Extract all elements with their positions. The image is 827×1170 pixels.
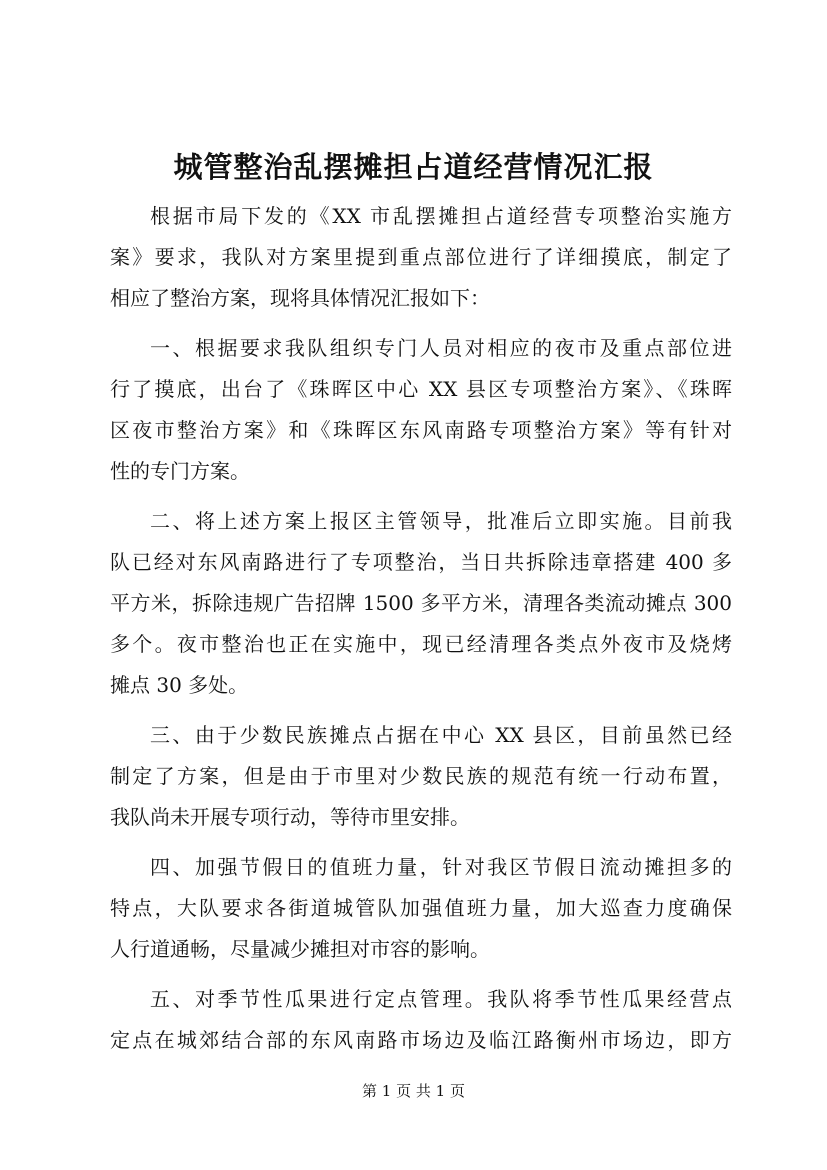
paragraph-line: 三、由于少数民族摊点占据在中心 XX 县区，目前虽然已经 <box>150 723 732 747</box>
document-title: 城管整治乱摆摊担占道经营情况汇报 <box>173 150 654 184</box>
paragraph-line: 多个。夜市整治也正在实施中，现已经清理各类点外夜市及烧烤 <box>110 632 732 656</box>
paragraph-line: 一、根据要求我队组织专门人员对相应的夜市及重点部位进 <box>150 336 732 360</box>
paragraph-line: 队已经对东风南路进行了专项整治，当日共拆除违章搭建 400 多 <box>110 550 732 574</box>
paragraph <box>110 979 732 1061</box>
paragraph-line: 行了摸底，出台了《珠晖区中心 XX 县区专项整治方案》、《珠晖 <box>110 377 732 401</box>
paragraph <box>110 328 732 492</box>
paragraph-line: 相应了整治方案，现将具体情况汇报如下： <box>110 286 490 310</box>
paragraph-line: 案》要求，我队对方案里提到重点部位进行了详细摸底，制定了 <box>110 245 732 269</box>
paragraph-line: 平方米，拆除违规广告招牌 1500 多平方米，清理各类流动摊点 300 <box>110 591 732 615</box>
paragraph-line: 我队尚未开展专项行动，等待市里安排。 <box>110 805 470 829</box>
paragraph-line: 定点在城郊结合部的东风南路市场边及临江路衡州市场边，即方 <box>110 1028 732 1052</box>
paragraph-line: 摊点 30 多处。 <box>110 673 249 697</box>
page-footer: 第 1 页 共 1 页 <box>362 1082 465 1100</box>
paragraph-line: 制定了方案，但是由于市里对少数民族的规范有统一行动布置， <box>110 764 732 788</box>
paragraph <box>110 847 732 970</box>
paragraph-line: 五、对季节性瓜果进行定点管理。我队将季节性瓜果经营点 <box>150 987 732 1011</box>
paragraph <box>110 196 732 319</box>
paragraph-line: 二、将上述方案上报区主管领导，批准后立即实施。目前我 <box>150 509 732 533</box>
paragraph <box>110 715 732 838</box>
paragraph-line: 区夜市整治方案》和《珠晖区东风南路专项整治方案》等有针对 <box>110 418 732 442</box>
paragraph <box>110 501 732 706</box>
paragraph-line: 特点，大队要求各街道城管队加强值班力量，加大巡查力度确保 <box>110 896 732 920</box>
paragraph-line: 根据市局下发的《XX 市乱摆摊担占道经营专项整治实施方 <box>150 204 732 228</box>
paragraph-line: 人行道通畅，尽量减少摊担对市容的影响。 <box>110 937 490 961</box>
document-body <box>110 196 732 1061</box>
paragraph-line: 性的专门方案。 <box>110 459 250 483</box>
paragraph-line: 四、加强节假日的值班力量，针对我区节假日流动摊担多的 <box>150 855 732 879</box>
